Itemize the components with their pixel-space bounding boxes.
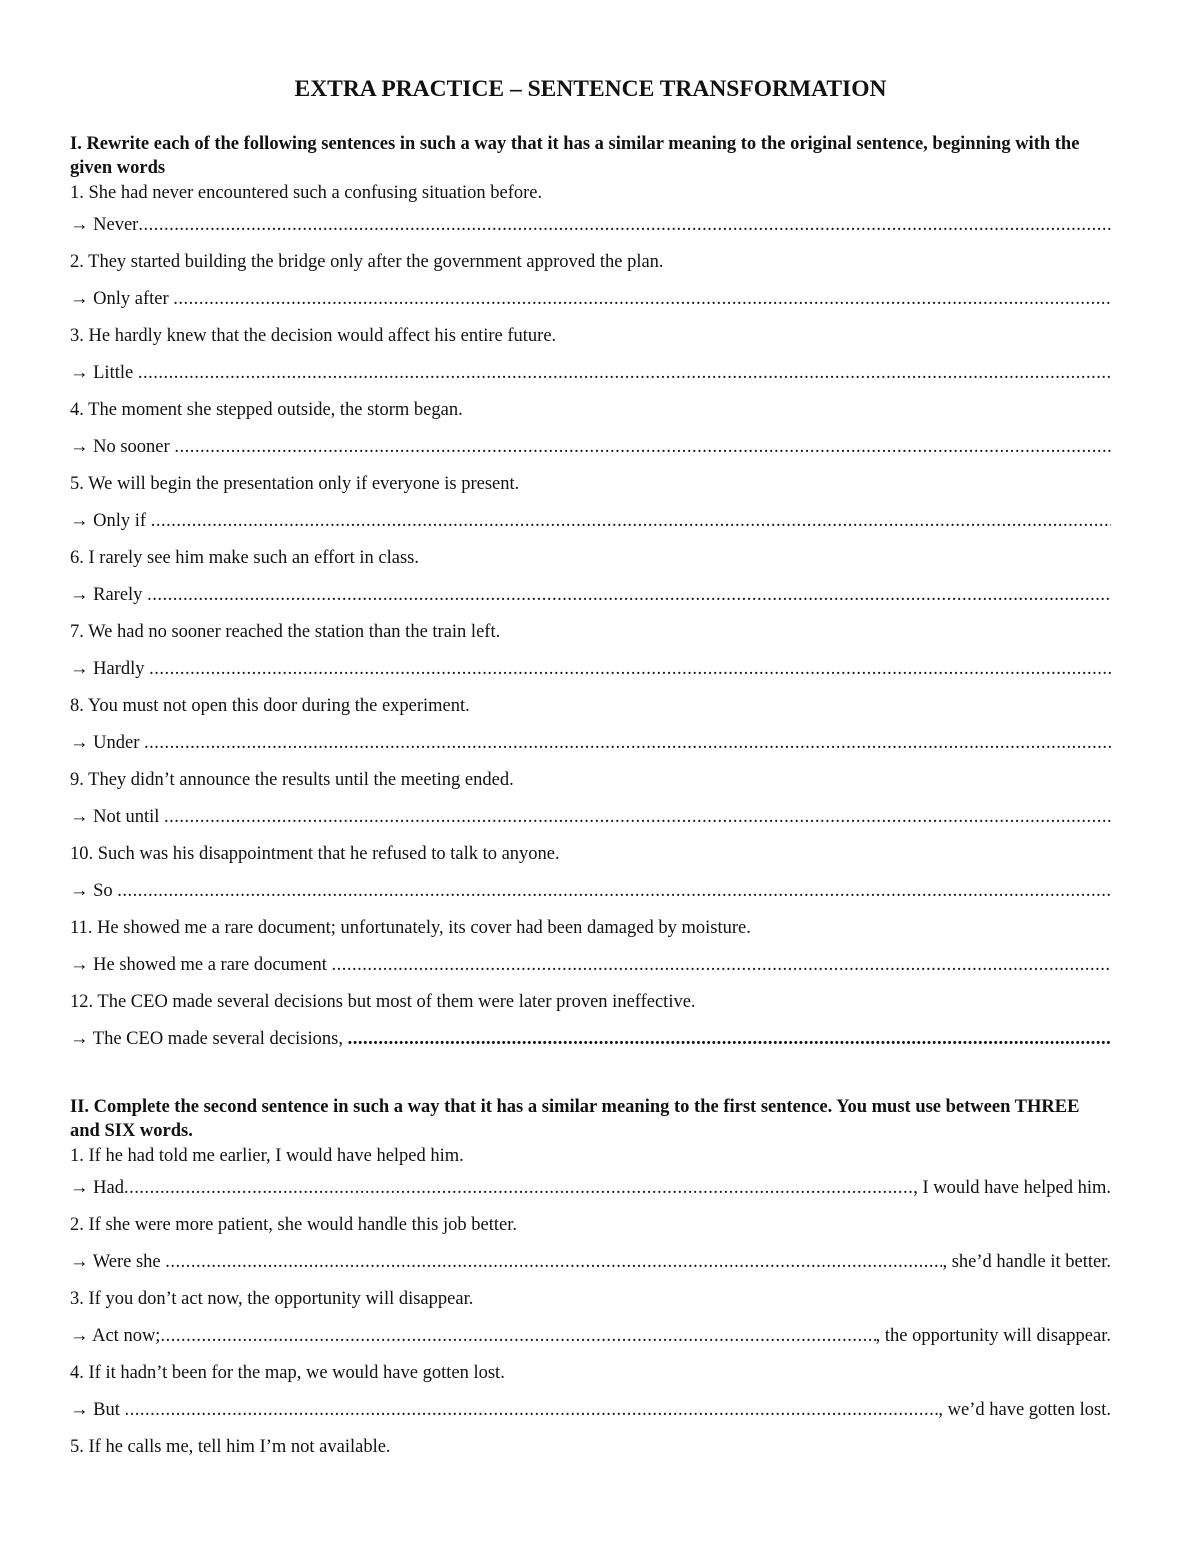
answer-blank[interactable] bbox=[348, 1021, 1111, 1058]
answer-prompt: → Only after bbox=[70, 289, 174, 309]
answer-line-10[interactable] bbox=[70, 873, 1111, 910]
answer-prompt: → No sooner bbox=[70, 437, 175, 457]
answer-line-9[interactable] bbox=[70, 799, 1111, 836]
worksheet-page bbox=[70, 70, 1111, 1466]
question-12: 12. The CEO made several decisions but most of them were later proven ineffective. bbox=[70, 992, 696, 1012]
answer-blank[interactable] bbox=[151, 503, 1111, 540]
answer-line-2-4[interactable] bbox=[70, 1392, 1111, 1429]
answer-prompt: → Had bbox=[70, 1178, 124, 1198]
answer-blank[interactable] bbox=[164, 799, 1111, 836]
answer-prompt: → Not until bbox=[70, 807, 165, 827]
answer-blank[interactable] bbox=[124, 1392, 938, 1429]
answer-ending: , the opportunity will disappear. bbox=[875, 1326, 1111, 1346]
answer-blank[interactable] bbox=[147, 577, 1111, 614]
answer-line-1[interactable] bbox=[70, 207, 1111, 244]
question-3: 3. He hardly knew that the decision would affect his entire future. bbox=[70, 326, 557, 346]
section-gap bbox=[70, 1058, 1111, 1095]
answer-ending: , she’d handle it better. bbox=[942, 1252, 1111, 1272]
answer-line-12[interactable] bbox=[70, 1021, 1111, 1058]
answer-prompt: → Under bbox=[70, 733, 144, 753]
answer-line-2-1[interactable] bbox=[70, 1170, 1111, 1207]
question-2-2: 2. If she were more patient, she would handle this job better. bbox=[70, 1215, 517, 1235]
question-2-3: 3. If you don’t act now, the opportunity will disappear. bbox=[70, 1289, 474, 1309]
answer-blank[interactable] bbox=[138, 355, 1111, 392]
answer-prompt: → The CEO made several decisions, bbox=[70, 1029, 348, 1049]
answer-prompt: → Were she bbox=[70, 1252, 166, 1272]
answer-line-2-3[interactable] bbox=[70, 1318, 1111, 1355]
answer-blank[interactable] bbox=[174, 429, 1111, 466]
answer-blank[interactable] bbox=[173, 281, 1111, 318]
question-2-1: 1. If he had told me earlier, I would have helped him. bbox=[70, 1146, 464, 1166]
answer-line-2[interactable] bbox=[70, 281, 1111, 318]
question-4: 4. The moment she stepped outside, the storm began. bbox=[70, 400, 463, 420]
question-6: 6. I rarely see him make such an effort in class. bbox=[70, 548, 419, 568]
answer-blank[interactable] bbox=[144, 725, 1111, 762]
answer-prompt: → Little bbox=[70, 363, 138, 383]
answer-line-4[interactable] bbox=[70, 429, 1111, 466]
answer-prompt: → So bbox=[70, 881, 118, 901]
question-1: 1. She had never encountered such a confusing situation before. bbox=[70, 183, 543, 203]
answer-prompt: → Hardly bbox=[70, 659, 150, 679]
answer-prompt: → He showed me a rare document bbox=[70, 955, 332, 975]
answer-prompt: → Never bbox=[70, 215, 139, 235]
answer-line-3[interactable] bbox=[70, 355, 1111, 392]
question-2-4: 4. If it hadn’t been for the map, we would have gotten lost. bbox=[70, 1363, 505, 1383]
answer-line-7[interactable] bbox=[70, 651, 1111, 688]
section-1-list bbox=[70, 180, 1111, 1058]
answer-prompt: → But bbox=[70, 1400, 125, 1420]
answer-prompt: → Rarely bbox=[70, 585, 148, 605]
answer-blank[interactable] bbox=[160, 1318, 875, 1355]
question-7: 7. We had no sooner reached the station than the train left. bbox=[70, 622, 501, 642]
question-9: 9. They didn’t announce the results until the meeting ended. bbox=[70, 770, 514, 790]
answer-prompt: → Only if bbox=[70, 511, 151, 531]
question-2: 2. They started building the bridge only after the government approved the plan. bbox=[70, 252, 664, 272]
answer-prompt: → Act now; bbox=[70, 1326, 161, 1346]
answer-blank[interactable] bbox=[124, 1170, 913, 1207]
question-2-5: 5. If he calls me, tell him I’m not available. bbox=[70, 1437, 391, 1457]
section-2-list bbox=[70, 1143, 1111, 1466]
section-2-instruction: II. Complete the second sentence in such a way that it has a similar meaning to the first sentence. You must use between THREE and SIX words. bbox=[70, 1097, 1080, 1141]
answer-ending: , I would have helped him. bbox=[913, 1178, 1111, 1198]
answer-blank[interactable] bbox=[149, 651, 1111, 688]
question-10: 10. Such was his disappointment that he refused to talk to anyone. bbox=[70, 844, 560, 864]
answer-blank[interactable] bbox=[138, 207, 1111, 244]
answer-ending: , we’d have gotten lost. bbox=[938, 1400, 1111, 1420]
question-5: 5. We will begin the presentation only if everyone is present. bbox=[70, 474, 520, 494]
answer-blank[interactable] bbox=[117, 873, 1111, 910]
answer-line-6[interactable] bbox=[70, 577, 1111, 614]
question-11: 11. He showed me a rare document; unfortunately, its cover had been damaged by moisture. bbox=[70, 918, 751, 938]
question-8: 8. You must not open this door during the experiment. bbox=[70, 696, 470, 716]
page-title: EXTRA PRACTICE – SENTENCE TRANSFORMATION bbox=[294, 76, 887, 102]
answer-line-11[interactable] bbox=[70, 947, 1111, 984]
answer-blank[interactable] bbox=[331, 947, 1111, 984]
answer-blank[interactable] bbox=[165, 1244, 942, 1281]
section-1-instruction: I. Rewrite each of the following sentences in such a way that it has a similar meaning to the original sentence, beginning with the given words bbox=[70, 134, 1080, 178]
answer-line-5[interactable] bbox=[70, 503, 1111, 540]
answer-line-8[interactable] bbox=[70, 725, 1111, 762]
answer-line-2-2[interactable] bbox=[70, 1244, 1111, 1281]
